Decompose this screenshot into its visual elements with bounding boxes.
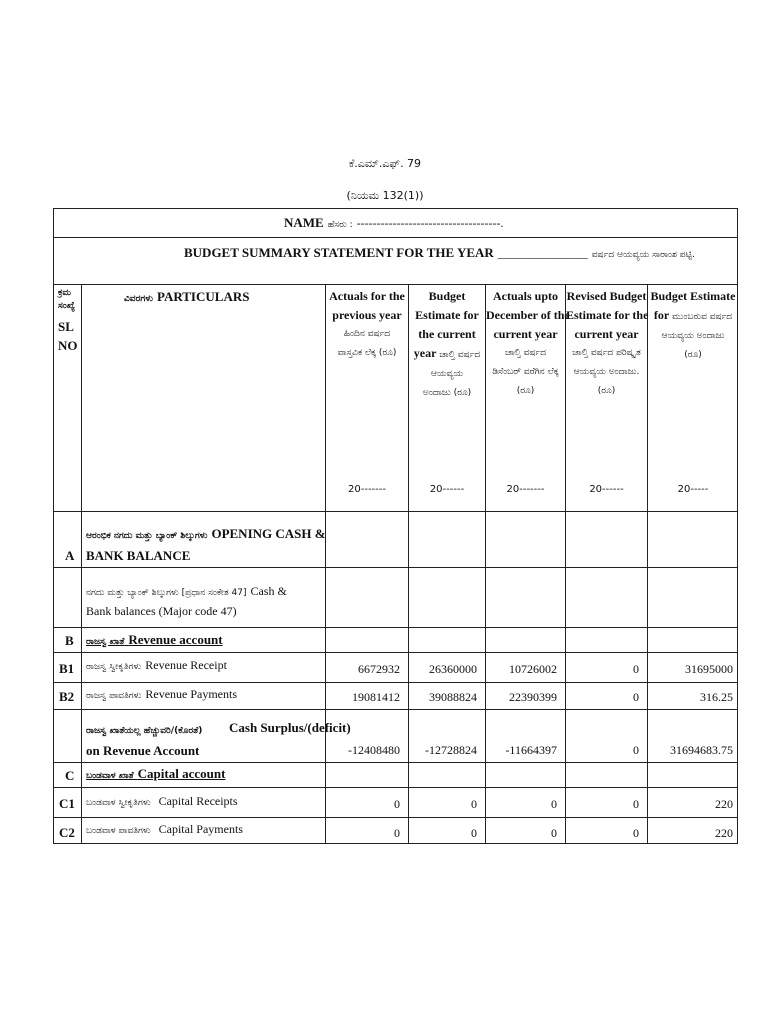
column-divider bbox=[325, 284, 326, 844]
row-divider bbox=[54, 237, 737, 238]
row-b2-actuals-december: 22390399 bbox=[509, 690, 557, 704]
row-surplus-revised-estimate: 0 bbox=[633, 743, 639, 757]
row-c1-kn: ಬಂಡವಾಳ ಸ್ವೀಕೃತಿಗಳು bbox=[86, 798, 151, 808]
row-b-label bbox=[86, 632, 223, 648]
sl-header-en-2: NO bbox=[58, 338, 78, 353]
row-c1-sl: C1 bbox=[59, 796, 75, 811]
sl-header-kn: ಕ್ರಮ ಸಂಖ್ಯೆ bbox=[58, 288, 75, 311]
name-label: NAME bbox=[284, 215, 324, 230]
row-b1-sl: B1 bbox=[59, 661, 75, 676]
col2-kn-2: ಆಯವ್ಯಯ bbox=[430, 369, 464, 379]
row-divider bbox=[54, 511, 737, 512]
year-field[interactable]: _______________ bbox=[497, 246, 588, 260]
row-c2-prev-actuals: 0 bbox=[394, 826, 400, 840]
col-actuals-december-header bbox=[486, 287, 570, 401]
row-c2-label bbox=[86, 821, 243, 837]
col2-en-1: Budget bbox=[428, 289, 466, 303]
row-divider bbox=[54, 567, 737, 568]
row-c2-en: Capital Payments bbox=[158, 822, 243, 836]
row-c1-revised-estimate: 0 bbox=[633, 797, 639, 811]
col5-en-1: Budget Estimate bbox=[650, 289, 736, 303]
col1-kn-2: ವಾಸ್ತವಿಕ ಲೆಕ್ಕ (ರೂ) bbox=[337, 348, 397, 358]
col2-en-3: the current bbox=[418, 327, 476, 341]
col2-en-4: year bbox=[413, 346, 437, 360]
col3-kn-2: ಡಿಸೆಂಬರ್ ವರೆಗಿನ ಲೆಕ್ಕ bbox=[492, 367, 559, 377]
row-b1-next-estimate: 31695000 bbox=[685, 662, 733, 676]
row-c1-budget-estimate: 0 bbox=[471, 797, 477, 811]
row-c2-next-estimate: 220 bbox=[715, 826, 733, 840]
col5-kn-0: ಮುಂಬರುವ ವರ್ಷದ bbox=[671, 312, 733, 322]
row-a-en-2: BANK BALANCE bbox=[86, 548, 191, 563]
col3-kn-1: ಚಾಲ್ತಿ ವರ್ಷದ bbox=[504, 348, 547, 358]
row-b1-prev-actuals: 6672932 bbox=[358, 662, 400, 676]
col3-en-2: December of the bbox=[486, 308, 570, 322]
row-a-kn: ಆರಂಭಿಕ ನಗದು ಮತ್ತು ಬ್ಯಾಂಕ್ ಶಿಲ್ಕುಗಳು bbox=[86, 531, 208, 541]
row-a-sl: A bbox=[65, 548, 75, 563]
row-cash-bank-en-1: Cash & bbox=[250, 584, 287, 598]
row-c2-actuals-december: 0 bbox=[551, 826, 557, 840]
row-b2-en: Revenue Payments bbox=[145, 687, 238, 701]
col4-en-2: Estimate for the bbox=[566, 308, 649, 322]
col4-en-3: current year bbox=[574, 327, 639, 341]
particulars-header-kn: ವಿವರಗಳು bbox=[124, 294, 153, 304]
row-b1-revised-estimate: 0 bbox=[633, 662, 639, 676]
row-surplus-prev-actuals: -12408480 bbox=[348, 743, 400, 757]
row-surplus-en-1: Cash Surplus/(deficit) bbox=[229, 720, 351, 735]
row-divider bbox=[54, 652, 737, 653]
row-c2-kn: ಬಂಡವಾಳ ಪಾವತಿಗಳು bbox=[86, 826, 151, 836]
row-c1-en: Capital Receipts bbox=[158, 794, 238, 808]
col3-en-1: Actuals upto bbox=[492, 289, 558, 303]
row-cash-bank-label bbox=[86, 583, 287, 599]
col4-kn-3: (ರೂ) bbox=[597, 386, 616, 396]
row-surplus-budget-estimate: -12728824 bbox=[425, 743, 477, 757]
row-b1-actuals-december: 10726002 bbox=[509, 662, 557, 676]
row-c-sl: C bbox=[65, 768, 75, 783]
row-c2-revised-estimate: 0 bbox=[633, 826, 639, 840]
row-c-label bbox=[86, 766, 225, 782]
row-surplus-kn: ರಾಜಸ್ವ ಖಾತೆಯಲ್ಲ ಹೆಚ್ಚುವರಿ/(ಕೊರತೆ) bbox=[86, 726, 203, 736]
row-b2-next-estimate: 316.25 bbox=[700, 690, 733, 704]
col-revised-estimate-header bbox=[566, 287, 647, 401]
row-b-sl: B bbox=[65, 633, 74, 648]
particulars-header-en: PARTICULARS bbox=[156, 289, 250, 304]
row-c2-budget-estimate: 0 bbox=[471, 826, 477, 840]
col2-en-2: Estimate for bbox=[415, 308, 479, 322]
row-c1-next-estimate: 220 bbox=[715, 797, 733, 811]
row-b1-kn: ರಾಜಸ್ವ ಸ್ವೀಕೃತಿಗಳು bbox=[86, 662, 142, 672]
col4-year: 20------ bbox=[589, 484, 624, 495]
statement-title-kn: ವರ್ಷದ ಆಯವ್ಯಯ ಸಾರಾಂಶ ಪಟ್ಟಿ. bbox=[591, 250, 695, 260]
row-divider bbox=[54, 817, 737, 818]
col4-en-1: Revised Budget bbox=[566, 289, 647, 303]
col4-kn-1: ಚಾಲ್ತಿ ವರ್ಷದ ಪರಿಷ್ಕೃತ bbox=[572, 348, 641, 358]
row-c1-label bbox=[86, 793, 238, 809]
col3-kn-3: (ರೂ) bbox=[516, 386, 535, 396]
particulars-header bbox=[124, 289, 249, 305]
col3-year: 20------- bbox=[506, 484, 545, 495]
col1-en-1: Actuals for the bbox=[329, 289, 405, 303]
col5-en-2: for bbox=[653, 308, 669, 322]
row-c-en: Capital account bbox=[137, 766, 226, 781]
row-c-kn: ಬಂಡವಾಳ ಖಾತೆ bbox=[86, 771, 134, 781]
row-divider bbox=[54, 284, 737, 285]
col5-year: 20----- bbox=[677, 484, 709, 495]
row-b2-kn: ರಾಜಸ್ವ ಪಾವತಿಗಳು bbox=[86, 691, 142, 701]
sl-header-en-1: SL bbox=[58, 319, 74, 334]
row-b2-revised-estimate: 0 bbox=[633, 690, 639, 704]
row-b2-prev-actuals: 19081412 bbox=[352, 690, 400, 704]
col1-year: 20------- bbox=[348, 484, 386, 495]
row-c1-prev-actuals: 0 bbox=[394, 797, 400, 811]
row-surplus-label bbox=[86, 721, 202, 737]
row-b-en: Revenue account bbox=[128, 632, 223, 647]
col2-year: 20------ bbox=[429, 484, 465, 495]
col3-en-3: current year bbox=[493, 327, 558, 341]
row-b2-sl: B2 bbox=[59, 689, 75, 704]
row-divider bbox=[54, 682, 737, 683]
row-divider bbox=[54, 787, 737, 788]
row-b1-label bbox=[86, 657, 227, 673]
row-a-en-1: OPENING CASH & bbox=[211, 526, 326, 541]
col2-kn-3: ಅಂದಾಜು (ರೂ) bbox=[422, 388, 472, 398]
col1-kn-1: ಹಿಂದಿನ ವರ್ಷದ bbox=[343, 329, 391, 339]
row-b2-budget-estimate: 39088824 bbox=[429, 690, 477, 704]
form-code: ಕೆ.ಎಮ್.ಎಫ್. 79 bbox=[348, 157, 422, 170]
name-field[interactable]: ------------------------------------. bbox=[356, 216, 504, 230]
col1-en-2: previous year bbox=[332, 308, 402, 322]
col5-kn-1: ಆಯವ್ಯಯ ಅಂದಾಜು bbox=[661, 331, 725, 341]
col-prev-actuals-header bbox=[326, 287, 408, 363]
row-divider bbox=[54, 627, 737, 628]
row-b-kn: ರಾಜಸ್ವ ಖಾತೆ bbox=[86, 637, 125, 647]
col4-kn-2: ಆಯವ್ಯಯ ಅಂದಾಜು. bbox=[573, 367, 640, 377]
budget-summary-table bbox=[53, 208, 738, 844]
rule-reference: (ನಿಯಮ 132(1)) bbox=[346, 189, 424, 202]
col-budget-estimate-header bbox=[409, 287, 485, 403]
row-cash-bank-kn: ನಗದು ಮತ್ತು ಬ್ಯಾಂಕ್ ಶಿಲ್ಕುಗಳು [ಪ್ರಧಾನ ಸಂಕೇತ 47] bbox=[86, 588, 247, 598]
column-divider bbox=[81, 284, 82, 844]
sl-header bbox=[58, 287, 80, 355]
statement-title: BUDGET SUMMARY STATEMENT FOR THE YEAR bbox=[184, 245, 494, 260]
row-b2-label bbox=[86, 686, 237, 702]
col2-kn-1: ಚಾಲ್ತಿ ವರ್ಷದ bbox=[439, 350, 481, 360]
row-surplus-next-estimate: 31694683.75 bbox=[670, 743, 733, 757]
row-divider bbox=[54, 762, 737, 763]
row-divider bbox=[54, 709, 737, 710]
row-c1-actuals-december: 0 bbox=[551, 797, 557, 811]
row-b1-en: Revenue Receipt bbox=[145, 658, 227, 672]
row-c2-sl: C2 bbox=[59, 825, 75, 840]
column-divider bbox=[647, 284, 648, 844]
row-a-label bbox=[86, 526, 326, 542]
name-row bbox=[284, 215, 503, 231]
row-surplus-actuals-december: -11664397 bbox=[505, 743, 557, 757]
row-b1-budget-estimate: 26360000 bbox=[429, 662, 477, 676]
title-row bbox=[184, 245, 695, 261]
col-next-year-estimate-header bbox=[648, 287, 738, 365]
row-cash-bank-en-2: Bank balances (Major code 47) bbox=[86, 604, 237, 618]
row-surplus-en-2: on Revenue Account bbox=[86, 743, 200, 758]
name-label-kn: ಹೆಸರು : bbox=[327, 220, 353, 230]
col5-kn-2: (ರೂ) bbox=[684, 350, 702, 360]
